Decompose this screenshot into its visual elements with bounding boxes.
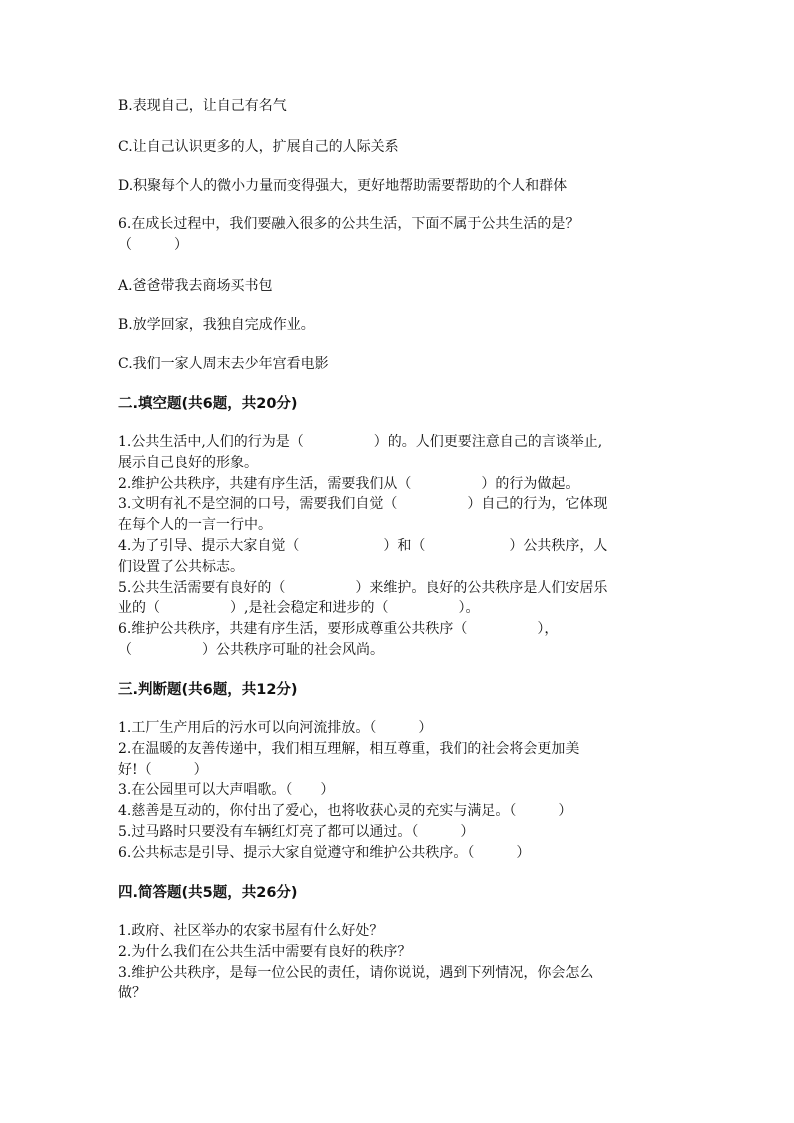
section-short-heading: 四.简答题(共5题，共26分): [118, 885, 298, 901]
judge-line: 3.在公园里可以大声唱歌。（ ）: [118, 782, 335, 799]
prev-option-b: B.表现自己，让自己有名气: [118, 98, 287, 114]
fill-line: 1.公共生活中,人们的行为是（ ）的。人们更要注意自己的言谈举止,: [118, 434, 603, 450]
short-line: 1.政府、社区举办的农家书屋有什么好处？: [118, 923, 384, 939]
section-fill-heading: 二.填空题(共6题，共20分): [118, 396, 298, 412]
fill-line: 4.为了引导、提示大家自觉（ ）和（ ）公共秩序，人: [118, 537, 608, 554]
section-judge-body: [118, 718, 678, 864]
question-6-stem: 6.在成长过程中，我们要融入很多的公共生活，下面不属于公共生活的是？: [118, 216, 580, 232]
short-line: 3.维护公共秩序，是每一位公民的责任，请你说说，遇到下列情况，你会怎么: [118, 964, 594, 981]
judge-line: 6.公共标志是引导、提示大家自觉遵守和维护公共秩序。（ ）: [118, 844, 531, 861]
fill-line: 6.维护公共秩序，共建有序生活，要形成尊重公共秩序（ ），: [118, 621, 559, 638]
question-6-option-c: C.我们一家人周末去少年宫看电影: [118, 356, 329, 372]
question-6-option-b: B.放学回家，我独自完成作业。: [118, 317, 315, 333]
judge-line: 5.过马路时只要没有车辆红灯亮了都可以通过。（ ）: [118, 823, 475, 840]
fill-line: 们设置了公共标志。: [118, 558, 244, 575]
short-line: 2.为什么我们在公共生活中需要有良好的秩序？: [118, 943, 412, 960]
short-line: 做？: [118, 985, 146, 1002]
fill-line: 在每个人的一言一行中。: [118, 517, 272, 534]
section-judge-heading: 三.判断题(共6题，共12分): [118, 682, 298, 698]
question-6: [118, 214, 678, 256]
fill-line: 展示自己良好的形象。: [118, 454, 258, 471]
prev-option-d: D.积聚每个人的微小力量而变得强大，更好地帮助需要帮助的个人和群体: [118, 178, 568, 194]
fill-line: 2.维护公共秩序，共建有序生活，需要我们从（ ）的行为做起。: [118, 475, 580, 492]
judge-line: 4.慈善是互动的，你付出了爱心，也将收获心灵的充实与满足。（ ）: [118, 803, 573, 820]
fill-line: 业的（ ）,是社会稳定和进步的（ ）。: [118, 600, 480, 617]
section-short-body: [118, 921, 678, 1004]
fill-line: （ ）公共秩序可耻的社会风尚。: [118, 641, 384, 658]
fill-line: 5.公共生活需要有良好的（ ）来维护。良好的公共秩序是人们安居乐: [118, 579, 608, 596]
judge-line: 2.在温暖的友善传递中，我们相互理解，相互尊重，我们的社会将会更加美: [118, 740, 580, 757]
question-6-answer-blank: （ ）: [118, 236, 188, 253]
judge-line: 1.工厂生产用后的污水可以向河流排放。（ ）: [118, 720, 433, 736]
prev-option-c: C.让自己认识更多的人，扩展自己的人际关系: [118, 139, 399, 155]
question-6-option-a: A.爸爸带我去商场买书包: [118, 278, 273, 294]
fill-line: 3.文明有礼不是空洞的口号，需要我们自觉（ ）自己的行为，它体现: [118, 496, 608, 513]
section-fill-body: [118, 432, 678, 661]
judge-line: 好!（ ）: [118, 761, 208, 778]
